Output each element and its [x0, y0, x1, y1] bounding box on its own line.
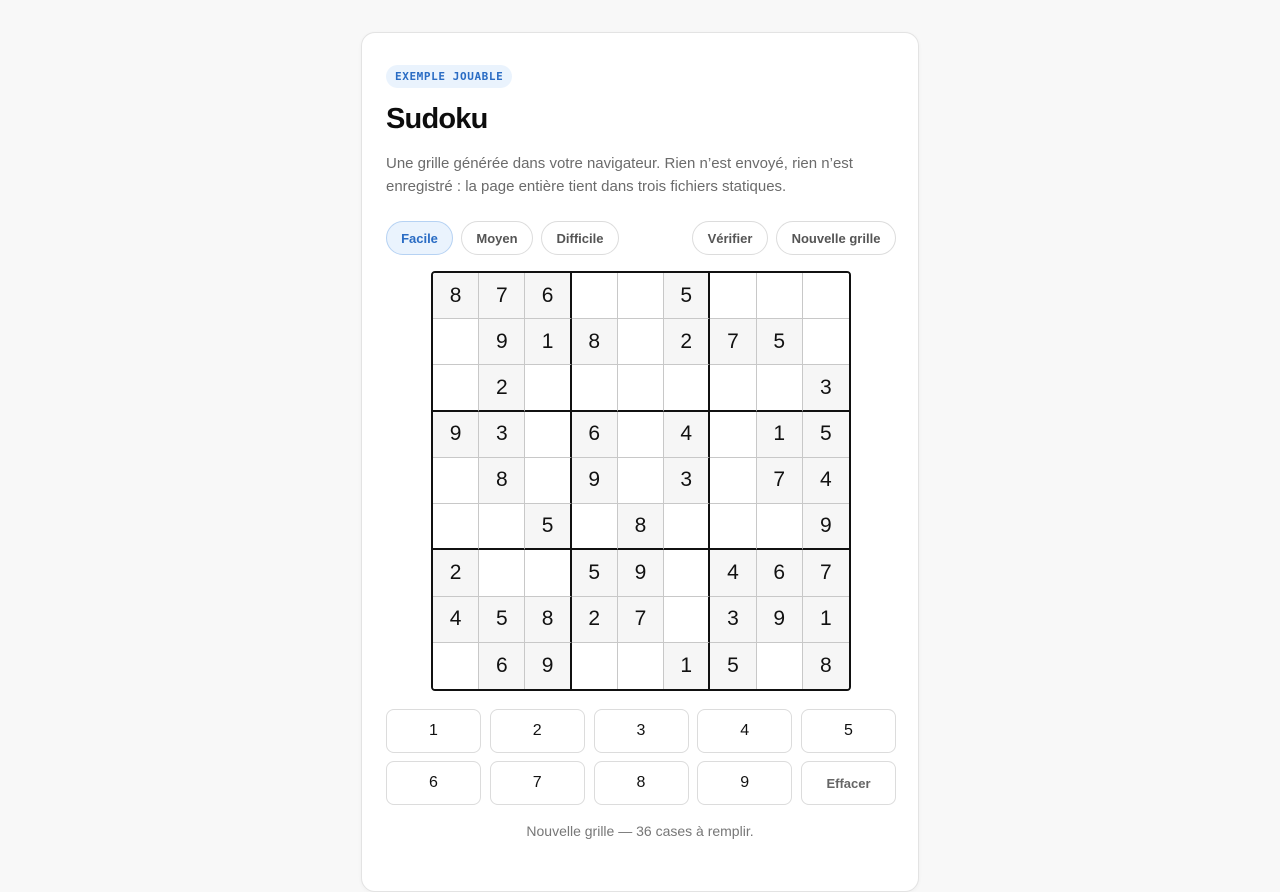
sudoku-cell[interactable]: 6: [572, 412, 618, 458]
sudoku-cell[interactable]: [710, 412, 756, 458]
sudoku-cell[interactable]: [803, 273, 849, 319]
sudoku-cell[interactable]: [710, 273, 756, 319]
sudoku-cell[interactable]: [572, 643, 618, 689]
sudoku-cell[interactable]: 1: [664, 643, 710, 689]
sudoku-cell[interactable]: 7: [710, 319, 756, 365]
sudoku-cell[interactable]: 2: [433, 550, 479, 596]
sudoku-cell[interactable]: 9: [479, 319, 525, 365]
sudoku-cell[interactable]: 1: [525, 319, 571, 365]
sudoku-cell[interactable]: [710, 458, 756, 504]
difficulty-easy-button[interactable]: Facile: [386, 221, 453, 255]
keypad-number-button[interactable]: 5: [801, 709, 896, 753]
example-badge: EXEMPLE JOUABLE: [386, 65, 512, 88]
sudoku-cell[interactable]: 8: [479, 458, 525, 504]
keypad-number-button[interactable]: 1: [386, 709, 481, 753]
status-message: Nouvelle grille — 36 cases à remplir.: [526, 823, 754, 839]
sudoku-cell[interactable]: 5: [479, 597, 525, 643]
sudoku-cell[interactable]: [433, 365, 479, 411]
sudoku-cell[interactable]: 9: [757, 597, 803, 643]
sudoku-cell[interactable]: 4: [664, 412, 710, 458]
sudoku-cell[interactable]: [618, 458, 664, 504]
sudoku-cell[interactable]: 3: [710, 597, 756, 643]
sudoku-cell[interactable]: [664, 550, 710, 596]
keypad-number-button[interactable]: 8: [594, 761, 689, 805]
page-description: Une grille générée dans votre navigateur. Rien n’est envoyé, rien n’est enregistré : la page entière tient dans trois fichiers statiques.: [386, 155, 853, 195]
sudoku-card: [361, 32, 919, 892]
sudoku-cell[interactable]: 8: [525, 597, 571, 643]
sudoku-cell[interactable]: [525, 458, 571, 504]
sudoku-cell[interactable]: 1: [757, 412, 803, 458]
sudoku-cell[interactable]: 4: [433, 597, 479, 643]
keypad-number-button[interactable]: 6: [386, 761, 481, 805]
sudoku-cell[interactable]: [618, 643, 664, 689]
sudoku-cell[interactable]: [572, 273, 618, 319]
sudoku-cell[interactable]: [757, 273, 803, 319]
difficulty-medium-button[interactable]: Moyen: [461, 221, 533, 255]
sudoku-cell[interactable]: 9: [433, 412, 479, 458]
sudoku-cell[interactable]: 9: [803, 504, 849, 550]
sudoku-cell[interactable]: [618, 319, 664, 365]
sudoku-cell[interactable]: [525, 412, 571, 458]
sudoku-cell[interactable]: [433, 643, 479, 689]
sudoku-cell[interactable]: 9: [618, 550, 664, 596]
sudoku-cell[interactable]: 8: [572, 319, 618, 365]
sudoku-cell[interactable]: 9: [525, 643, 571, 689]
sudoku-cell[interactable]: 5: [803, 412, 849, 458]
sudoku-cell[interactable]: [757, 365, 803, 411]
sudoku-cell[interactable]: [710, 504, 756, 550]
sudoku-board: [431, 271, 851, 691]
sudoku-cell[interactable]: [525, 550, 571, 596]
sudoku-cell[interactable]: 1: [803, 597, 849, 643]
sudoku-cell[interactable]: 9: [572, 458, 618, 504]
sudoku-cell[interactable]: [803, 319, 849, 365]
sudoku-cell[interactable]: [710, 365, 756, 411]
difficulty-hard-button[interactable]: Difficile: [541, 221, 619, 255]
sudoku-cell[interactable]: 5: [572, 550, 618, 596]
sudoku-cell[interactable]: [479, 550, 525, 596]
sudoku-cell[interactable]: 7: [757, 458, 803, 504]
sudoku-cell[interactable]: [572, 504, 618, 550]
sudoku-cell[interactable]: [757, 504, 803, 550]
sudoku-cell[interactable]: [433, 458, 479, 504]
sudoku-cell[interactable]: [433, 319, 479, 365]
keypad-number-button[interactable]: 2: [490, 709, 585, 753]
sudoku-cell[interactable]: 7: [479, 273, 525, 319]
sudoku-cell[interactable]: 6: [525, 273, 571, 319]
new-grid-button[interactable]: Nouvelle grille: [776, 221, 896, 255]
number-keypad: [386, 709, 896, 805]
sudoku-cell[interactable]: 5: [757, 319, 803, 365]
sudoku-cell[interactable]: [479, 504, 525, 550]
sudoku-cell[interactable]: 8: [433, 273, 479, 319]
sudoku-cell[interactable]: 5: [525, 504, 571, 550]
sudoku-cell[interactable]: 7: [618, 597, 664, 643]
sudoku-cell[interactable]: [757, 643, 803, 689]
sudoku-cell[interactable]: [664, 597, 710, 643]
sudoku-cell[interactable]: [572, 365, 618, 411]
page-title: Sudoku: [386, 103, 488, 135]
sudoku-cell[interactable]: 4: [803, 458, 849, 504]
verify-button[interactable]: Vérifier: [692, 221, 768, 255]
sudoku-cell[interactable]: 6: [479, 643, 525, 689]
sudoku-cell[interactable]: 3: [803, 365, 849, 411]
sudoku-cell[interactable]: 5: [664, 273, 710, 319]
sudoku-cell[interactable]: 5: [710, 643, 756, 689]
sudoku-cell[interactable]: 7: [803, 550, 849, 596]
sudoku-cell[interactable]: 3: [479, 412, 525, 458]
sudoku-cell[interactable]: [664, 365, 710, 411]
sudoku-cell[interactable]: 2: [479, 365, 525, 411]
sudoku-cell[interactable]: [433, 504, 479, 550]
sudoku-cell[interactable]: [664, 504, 710, 550]
sudoku-cell[interactable]: 4: [710, 550, 756, 596]
sudoku-cell[interactable]: [618, 273, 664, 319]
keypad-number-button[interactable]: 7: [490, 761, 585, 805]
erase-button[interactable]: Effacer: [801, 761, 896, 805]
keypad-number-button[interactable]: 4: [697, 709, 792, 753]
sudoku-cell[interactable]: 3: [664, 458, 710, 504]
sudoku-cell[interactable]: 2: [572, 597, 618, 643]
sudoku-cell[interactable]: [525, 365, 571, 411]
sudoku-cell[interactable]: [618, 365, 664, 411]
keypad-number-button[interactable]: 3: [594, 709, 689, 753]
sudoku-cell[interactable]: 2: [664, 319, 710, 365]
sudoku-cell[interactable]: 6: [757, 550, 803, 596]
sudoku-cell[interactable]: 8: [803, 643, 849, 689]
sudoku-cell[interactable]: [618, 412, 664, 458]
sudoku-cell[interactable]: 8: [618, 504, 664, 550]
keypad-number-button[interactable]: 9: [697, 761, 792, 805]
